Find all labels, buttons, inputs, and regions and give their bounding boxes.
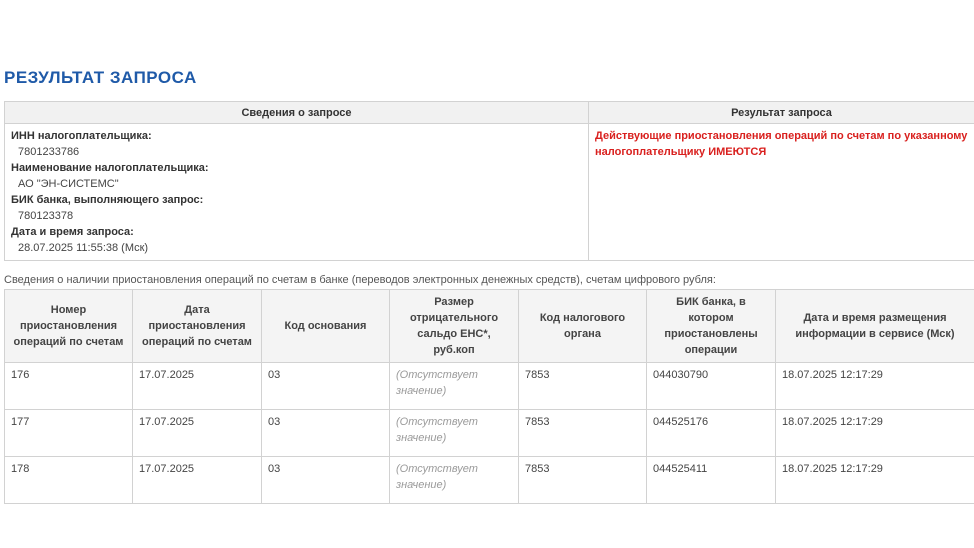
- table-cell: 17.07.2025: [133, 457, 262, 504]
- table-row: [5, 457, 974, 504]
- column-header: Дата и время размещения информации в сервисе (Мск): [776, 290, 974, 363]
- table-cell: 18.07.2025 12:17:29: [776, 410, 974, 457]
- column-header: Номер приостановления операций по счетам: [5, 290, 133, 363]
- bank-bik-value: 780123378: [18, 210, 74, 222]
- table-cell: 044525411: [647, 457, 776, 504]
- table-cell: 044030790: [647, 363, 776, 410]
- request-info-table: [4, 101, 974, 261]
- result-alert-text: Действующие приостановления операций по счетам по указанному налогоплательщику ИМЕЮТСЯ: [595, 130, 968, 158]
- table-row: [5, 363, 974, 410]
- operations-table: [4, 289, 974, 504]
- request-info-cell: [5, 124, 589, 261]
- operations-note: Сведения о наличии приостановления операций по счетам в банке (переводов электронных денежных средств), счетам цифрового рубля:: [4, 274, 716, 286]
- table-cell: 03: [262, 410, 390, 457]
- inn-label: ИНН налогоплательщика:: [11, 130, 152, 142]
- request-info-header: Сведения о запросе: [5, 102, 589, 124]
- table-cell: 17.07.2025: [133, 410, 262, 457]
- table-cell: 176: [5, 363, 133, 410]
- table-cell: 044525176: [647, 410, 776, 457]
- request-datetime-label: Дата и время запроса:: [11, 226, 134, 238]
- column-header: БИК банка, в котором приостановлены операции: [647, 290, 776, 363]
- table-cell: (Отсутствует значение): [390, 363, 519, 410]
- table-cell: 03: [262, 363, 390, 410]
- inn-value: 7801233786: [18, 146, 80, 158]
- bank-bik-label: БИК банка, выполняющего запрос:: [11, 194, 204, 206]
- operations-header-row: [5, 290, 974, 363]
- request-datetime-value: 28.07.2025 11:55:38 (Мск): [18, 242, 149, 254]
- table-cell: 7853: [519, 363, 647, 410]
- taxpayer-name-value: АО "ЭН-СИСТЕМС": [18, 178, 119, 190]
- request-result-cell: [589, 124, 974, 261]
- table-cell: (Отсутствует значение): [390, 410, 519, 457]
- table-cell: 18.07.2025 12:17:29: [776, 457, 974, 504]
- taxpayer-name-label: Наименование налогоплательщика:: [11, 162, 209, 174]
- table-row: [5, 410, 974, 457]
- column-header: Код налогового органа: [519, 290, 647, 363]
- table-cell: 03: [262, 457, 390, 504]
- table-cell: 17.07.2025: [133, 363, 262, 410]
- request-result-header: Результат запроса: [589, 102, 974, 124]
- column-header: Размер отрицательного сальдо ЕНС*, руб.коп: [390, 290, 519, 363]
- table-cell: 177: [5, 410, 133, 457]
- table-cell: (Отсутствует значение): [390, 457, 519, 504]
- column-header: Дата приостановления операций по счетам: [133, 290, 262, 363]
- column-header: Код основания: [262, 290, 390, 363]
- table-cell: 7853: [519, 457, 647, 504]
- table-cell: 18.07.2025 12:17:29: [776, 363, 974, 410]
- page-title: РЕЗУЛЬТАТ ЗАПРОСА: [4, 68, 197, 87]
- table-cell: 178: [5, 457, 133, 504]
- table-cell: 7853: [519, 410, 647, 457]
